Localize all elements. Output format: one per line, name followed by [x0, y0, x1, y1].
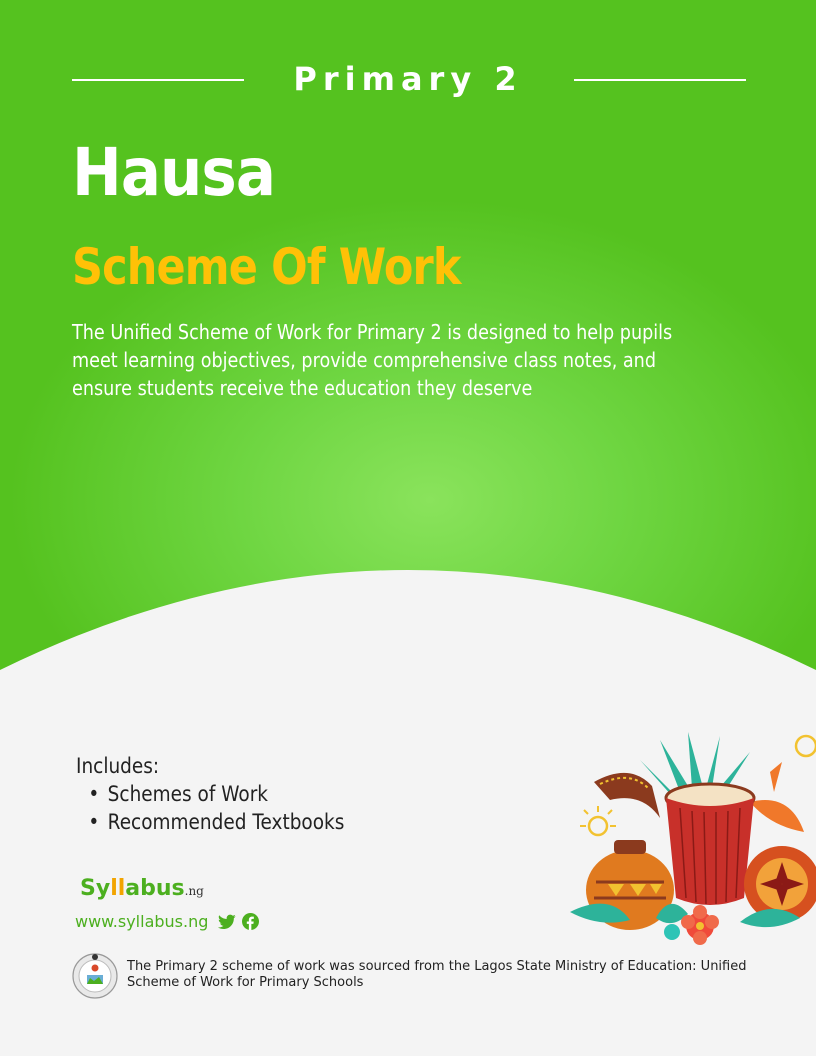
logo-tld: .ng	[184, 884, 204, 898]
logo-bars: ll	[110, 876, 126, 901]
cultural-drum-illustration-icon	[560, 722, 816, 952]
source-note: The Primary 2 scheme of work was sourced from the Lagos State Ministry of Education: Unified Scheme of Work for Primary Schools	[127, 959, 747, 990]
lagos-state-seal-icon	[72, 953, 118, 999]
twitter-icon[interactable]	[218, 914, 236, 930]
includes-heading: Includes:	[76, 754, 160, 778]
website-link[interactable]: www.syllabus.ng	[75, 912, 209, 931]
logo-prefix: Sy	[80, 876, 111, 901]
list-item: • Recommended Textbooks	[88, 808, 344, 836]
facebook-icon[interactable]	[242, 913, 259, 930]
syllabus-logo	[80, 876, 204, 901]
intro-paragraph: The Unified Scheme of Work for Primary 2 is designed to help pupils meet learning objectives, provide comprehensive class notes, and ensure students receive the education they deserve	[72, 320, 673, 400]
logo-suffix: abus	[125, 876, 185, 901]
contact-links	[75, 912, 259, 931]
grade-label: Primary 2	[293, 60, 523, 98]
list-item: • Schemes of Work	[88, 780, 344, 808]
subject-title: Hausa	[72, 134, 276, 211]
includes-section	[76, 752, 344, 836]
document-type-title: Scheme Of Work	[72, 238, 461, 296]
includes-list	[76, 780, 344, 836]
